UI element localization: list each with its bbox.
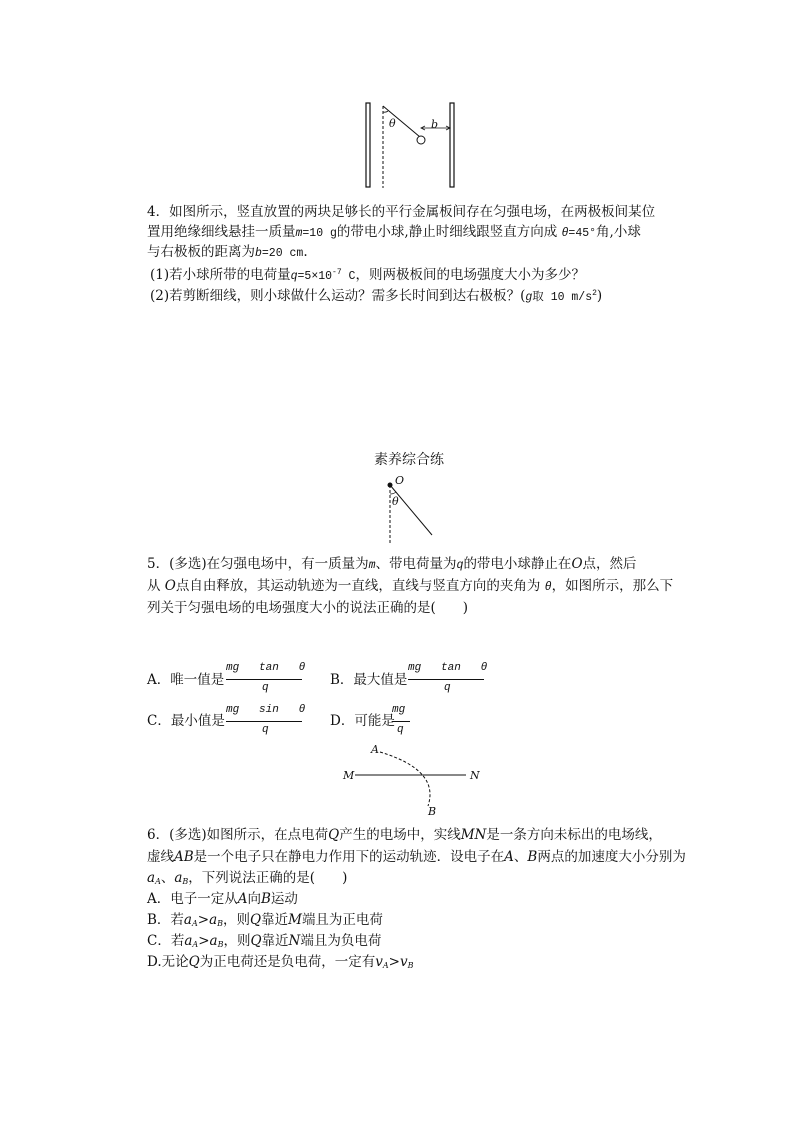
q4-sub2-end: ) [596, 288, 603, 304]
distance-value: =20 cm [261, 247, 304, 260]
q6-optD-text2: 为正电荷还是负电荷，一定有 [199, 954, 376, 970]
subscript-B: B [182, 877, 189, 886]
fraction-denominator: q [444, 682, 451, 694]
q4-sub1-text2: ，则两极板间的电场强度大小为多少？ [355, 267, 585, 283]
var-q: q [456, 559, 464, 572]
q6-line1 [147, 826, 662, 845]
q6-option-a [147, 890, 298, 909]
q5-option-c-label: C．最小值是 [147, 713, 225, 729]
var-b: b [255, 247, 262, 260]
point-B-label: B [428, 805, 437, 818]
angle-value: =45° [568, 227, 597, 240]
var-Q: Q [250, 933, 262, 949]
theta-label: θ [389, 117, 396, 130]
var-Q: Q [328, 827, 340, 843]
q6-line2-text3: 两点的加速度大小分别为 [537, 849, 686, 865]
q6-optC-text3: 靠近 [261, 933, 289, 949]
var-v: v [375, 954, 383, 970]
charge-value: =5×10 [297, 270, 333, 283]
fraction-denominator: q [262, 724, 269, 736]
var-B: B [261, 891, 271, 907]
subscript-B: B [407, 961, 414, 970]
var-m: m [295, 227, 303, 240]
fraction-denominator: q [262, 682, 269, 694]
mass-value: =10 g [302, 227, 337, 240]
q6-option-d [147, 953, 413, 975]
greater-than: >v [388, 954, 408, 970]
q6-line2-sep: 、 [513, 849, 528, 865]
var-m: m [368, 559, 376, 572]
charge-exponent: -7 [332, 268, 342, 277]
var-q: q [290, 270, 298, 283]
var-a: a [183, 912, 192, 928]
q4-line3-end: . [303, 244, 308, 260]
fraction-numerator: mg [392, 704, 406, 716]
q6-optB-text: B．若 [147, 912, 184, 928]
q6-line2-text: 虚线 [147, 849, 174, 865]
q4-line2-text: 置用绝缘细线悬挂一质量 [147, 224, 296, 240]
q6-line3-text: ，下列说法正确的是( ) [188, 870, 348, 886]
q4-sub1-text: (1)若小球所带的电荷量 [150, 267, 291, 283]
q6-line2-text2: 是一个电子只在静电力作用下的运动轨迹．设电子在 [193, 849, 505, 865]
q6-optC-text4: 端且为负电荷 [300, 933, 382, 949]
q6-line3 [147, 869, 347, 891]
q6-optC-text2: ，则 [223, 933, 251, 949]
q5-line2-text2: 点自由释放，其运动轨迹为一直线，直线与竖直方向的夹角为 [175, 578, 541, 594]
q6-optA-text2: 向 [247, 891, 261, 907]
var-M: M [288, 912, 302, 928]
q4-sub2-text: (2)若剪断细线，则小球做什么运动？需多长时间到达右极板？( [150, 288, 526, 304]
var-theta: θ [561, 227, 569, 240]
charge-unit: C [341, 270, 356, 283]
q5-line1-text3: 的带电小球静止在 [463, 556, 572, 572]
q6-option-b [147, 911, 383, 933]
q6-optA-text3: 运动 [270, 891, 298, 907]
subscript-B: B [217, 919, 224, 928]
var-g: g [525, 291, 533, 304]
q5-line3: 列关于匀强电场的电场强度大小的说法正确的是( ) [147, 600, 469, 616]
subscript-A: A [192, 940, 199, 949]
q5-line1-text: 5．(多选)在匀强电场中，有一质量为 [147, 556, 369, 572]
var-AB: AB [174, 849, 194, 865]
var-a: a [147, 870, 156, 886]
q5-line1-text4: 点，然后 [582, 556, 637, 572]
var-O: O [164, 578, 176, 594]
q5-line1-text2: 、带电荷量为 [375, 556, 457, 572]
section-title: 素养综合练 [374, 452, 444, 468]
fraction-numerator: mg tan θ [408, 662, 488, 674]
q6-optB-text4: 端且为正电荷 [301, 912, 383, 928]
q6-optC-text: C．若 [147, 933, 185, 949]
var-A: A [504, 849, 514, 865]
q5-option-d-label: D．可能是 [330, 713, 395, 729]
q5-option-a-label: A．唯一值是 [147, 672, 225, 688]
subscript-B: B [217, 940, 224, 949]
var-MN: MN [460, 827, 487, 843]
var-a: a [174, 870, 183, 886]
q6-optD-text: D.无论 [147, 954, 189, 970]
g-value: 取 10 m/s [532, 291, 593, 304]
subscript-A: A [382, 961, 389, 970]
greater-than: >a [198, 933, 218, 949]
subscript-A: A [155, 877, 161, 886]
theta-label-2: θ [392, 495, 399, 508]
var-B: B [527, 849, 538, 865]
q5-option-b-label: B．最大值是 [330, 672, 408, 688]
point-A-label: A [371, 743, 379, 756]
var-A: A [237, 891, 248, 907]
q6-optB-text2: ，则 [223, 912, 251, 928]
fraction-numerator: mg tan θ [226, 662, 306, 674]
q4-line2-text2: 的带电小球,静止时细线跟竖直方向成 [336, 224, 558, 240]
fraction-denominator: q [397, 724, 404, 736]
var-theta: θ [544, 581, 552, 594]
q4-line3-text: 与右极板的距离为 [147, 244, 255, 260]
q4-line1: 4．如图所示，竖直放置的两块足够长的平行金属板间存在匀强电场，在两极板间某位 [147, 204, 656, 220]
q6-line3-sep: 、 [160, 870, 175, 886]
point-M-label: M [343, 769, 355, 782]
greater-than: >a [197, 912, 218, 928]
q6-line1-text: 6．(多选)如图所示，在点电荷 [147, 827, 329, 843]
g-exponent: 2 [592, 289, 597, 298]
point-O-label: O [395, 474, 405, 487]
q6-line1-text2: 产生的电场中，实线 [339, 827, 461, 843]
var-O: O [571, 556, 583, 572]
subscript-A: A [191, 919, 198, 928]
q5-line2-text: 从 [147, 578, 161, 594]
b-label: b [431, 118, 439, 131]
fraction-numerator: mg sin θ [226, 704, 306, 716]
q6-optB-text3: 靠近 [261, 912, 289, 928]
var-a: a [184, 933, 193, 949]
q5-line2-text3: ，如图所示，那么下 [551, 578, 674, 594]
var-Q: Q [250, 912, 262, 928]
var-Q: Q [188, 954, 200, 970]
point-N-label: N [470, 769, 480, 782]
q6-optA-text: A．电子一定从 [147, 891, 238, 907]
var-N: N [288, 933, 301, 949]
q6-line2 [147, 848, 686, 867]
q6-option-c [147, 932, 381, 954]
q4-line2-text3: 角,小球 [596, 224, 641, 240]
q6-line1-text3: 是一条方向未标出的电场线， [486, 827, 662, 843]
